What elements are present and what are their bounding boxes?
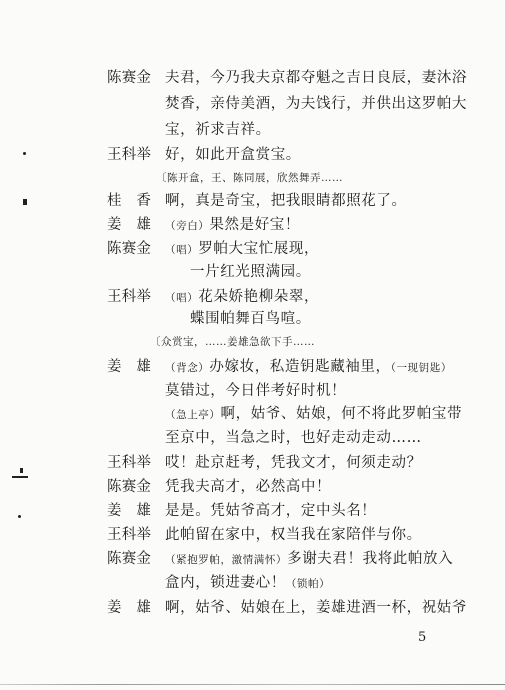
delivery-note: （旁白）	[165, 220, 210, 232]
dialogue-text: 宝，祈求吉祥。	[165, 122, 271, 138]
dialogue-text: 啊，姑爷、姑娘在上，姜雄进酒一杯，祝姑爷	[165, 600, 467, 616]
dialogue-text: 好，如此开盒赏宝。	[165, 147, 301, 163]
speaker-name: 陈赛金	[107, 479, 152, 495]
delivery-note: （背念）	[165, 362, 210, 374]
dialogue-text: 罗帕大宝忙展现，	[198, 241, 320, 257]
dialogue-continuation	[165, 405, 462, 424]
speaker-name: 姜 雄	[107, 503, 152, 519]
stage-direction: 〔众赏宝，……姜雄急欲下手……	[150, 336, 315, 348]
speaker-name: 陈赛金	[107, 551, 152, 567]
speaker-name: 陈赛金	[107, 241, 152, 257]
dialogue-text: 凭我夫高才，必然高中！	[165, 479, 332, 495]
dialogue-continuation	[190, 310, 311, 328]
dialogue-text: 盒内，锁进妻心！	[165, 575, 286, 591]
dialogue-text: 一片红光照满园。	[190, 264, 311, 280]
dialogue-text: 是是。凭姑爷高才，定中头名！	[165, 503, 377, 519]
action-note: （锁帕）	[285, 578, 331, 590]
speaker-name: 王科举	[107, 527, 152, 543]
margin-dot	[18, 515, 21, 518]
speaker-name: 姜 雄	[107, 600, 152, 616]
dialogue-text: 啊，真是奇宝，把我眼睛都照花了。	[165, 193, 407, 209]
dialogue-text: 办嫁妆，私造钥匙藏袖里，	[209, 359, 391, 375]
page-number: 5	[418, 630, 427, 645]
page-bottom-edge	[0, 684, 505, 685]
dialogue-text: 蝶围帕舞百鸟喧。	[190, 311, 311, 327]
speaker-name: 王科举	[107, 455, 152, 471]
delivery-note: （唱）	[165, 292, 199, 304]
dialogue-text: 至京中，当急之时，也好走动走动……	[165, 430, 422, 446]
speaker-name: 姜 雄	[107, 217, 152, 233]
margin-dash	[12, 476, 28, 478]
dialogue-continuation	[165, 121, 271, 139]
delivery-note: （紧抱罗帕，激情满怀）	[165, 554, 288, 566]
dialogue-continuation	[165, 429, 422, 447]
dialogue-text: 焚香，亲侍美酒，为夫饯行，并供出这罗帕大	[165, 96, 467, 112]
dialogue-continuation	[190, 263, 311, 281]
margin-tick	[23, 199, 27, 205]
dialogue-continuation	[165, 574, 330, 593]
action-note: （一现钥匙）	[390, 362, 452, 374]
delivery-note: （唱）	[165, 244, 199, 256]
speaker-name: 王科举	[107, 289, 152, 305]
dialogue-text: 此帕留在家中，权当我在家陪伴与你。	[165, 527, 422, 543]
stage-direction: 〔陈开盒，王、陈同展，欣然舞弄……	[156, 172, 343, 184]
speaker-name: 陈赛金	[107, 70, 152, 86]
dialogue-continuation	[165, 382, 346, 400]
delivery-note: （急上亭）	[165, 409, 221, 421]
dialogue-text: 多谢夫君！我将此帕放入	[287, 551, 454, 567]
dialogue-text: 莫错过，今日伴考好时机！	[165, 383, 347, 399]
margin-dot	[23, 152, 26, 155]
dialogue-text: 哎！赴京赶考，凭我文才，何须走动？	[165, 455, 422, 471]
dialogue-text: 果然是好宝！	[209, 217, 301, 233]
speaker-name: 姜 雄	[107, 359, 152, 375]
speaker-name: 王科举	[107, 147, 152, 163]
margin-dot	[20, 468, 23, 473]
dialogue-continuation	[165, 95, 467, 113]
dialogue-text: 啊，姑爷、姑娘，何不将此罗帕宝带	[220, 406, 463, 422]
dialogue-text: 花朵娇艳柳朵翠，	[198, 289, 320, 305]
dialogue-text: 夫君，今乃我夫京都夺魁之吉日良辰，妻沐浴	[165, 70, 467, 86]
speaker-name: 桂 香	[107, 193, 152, 209]
